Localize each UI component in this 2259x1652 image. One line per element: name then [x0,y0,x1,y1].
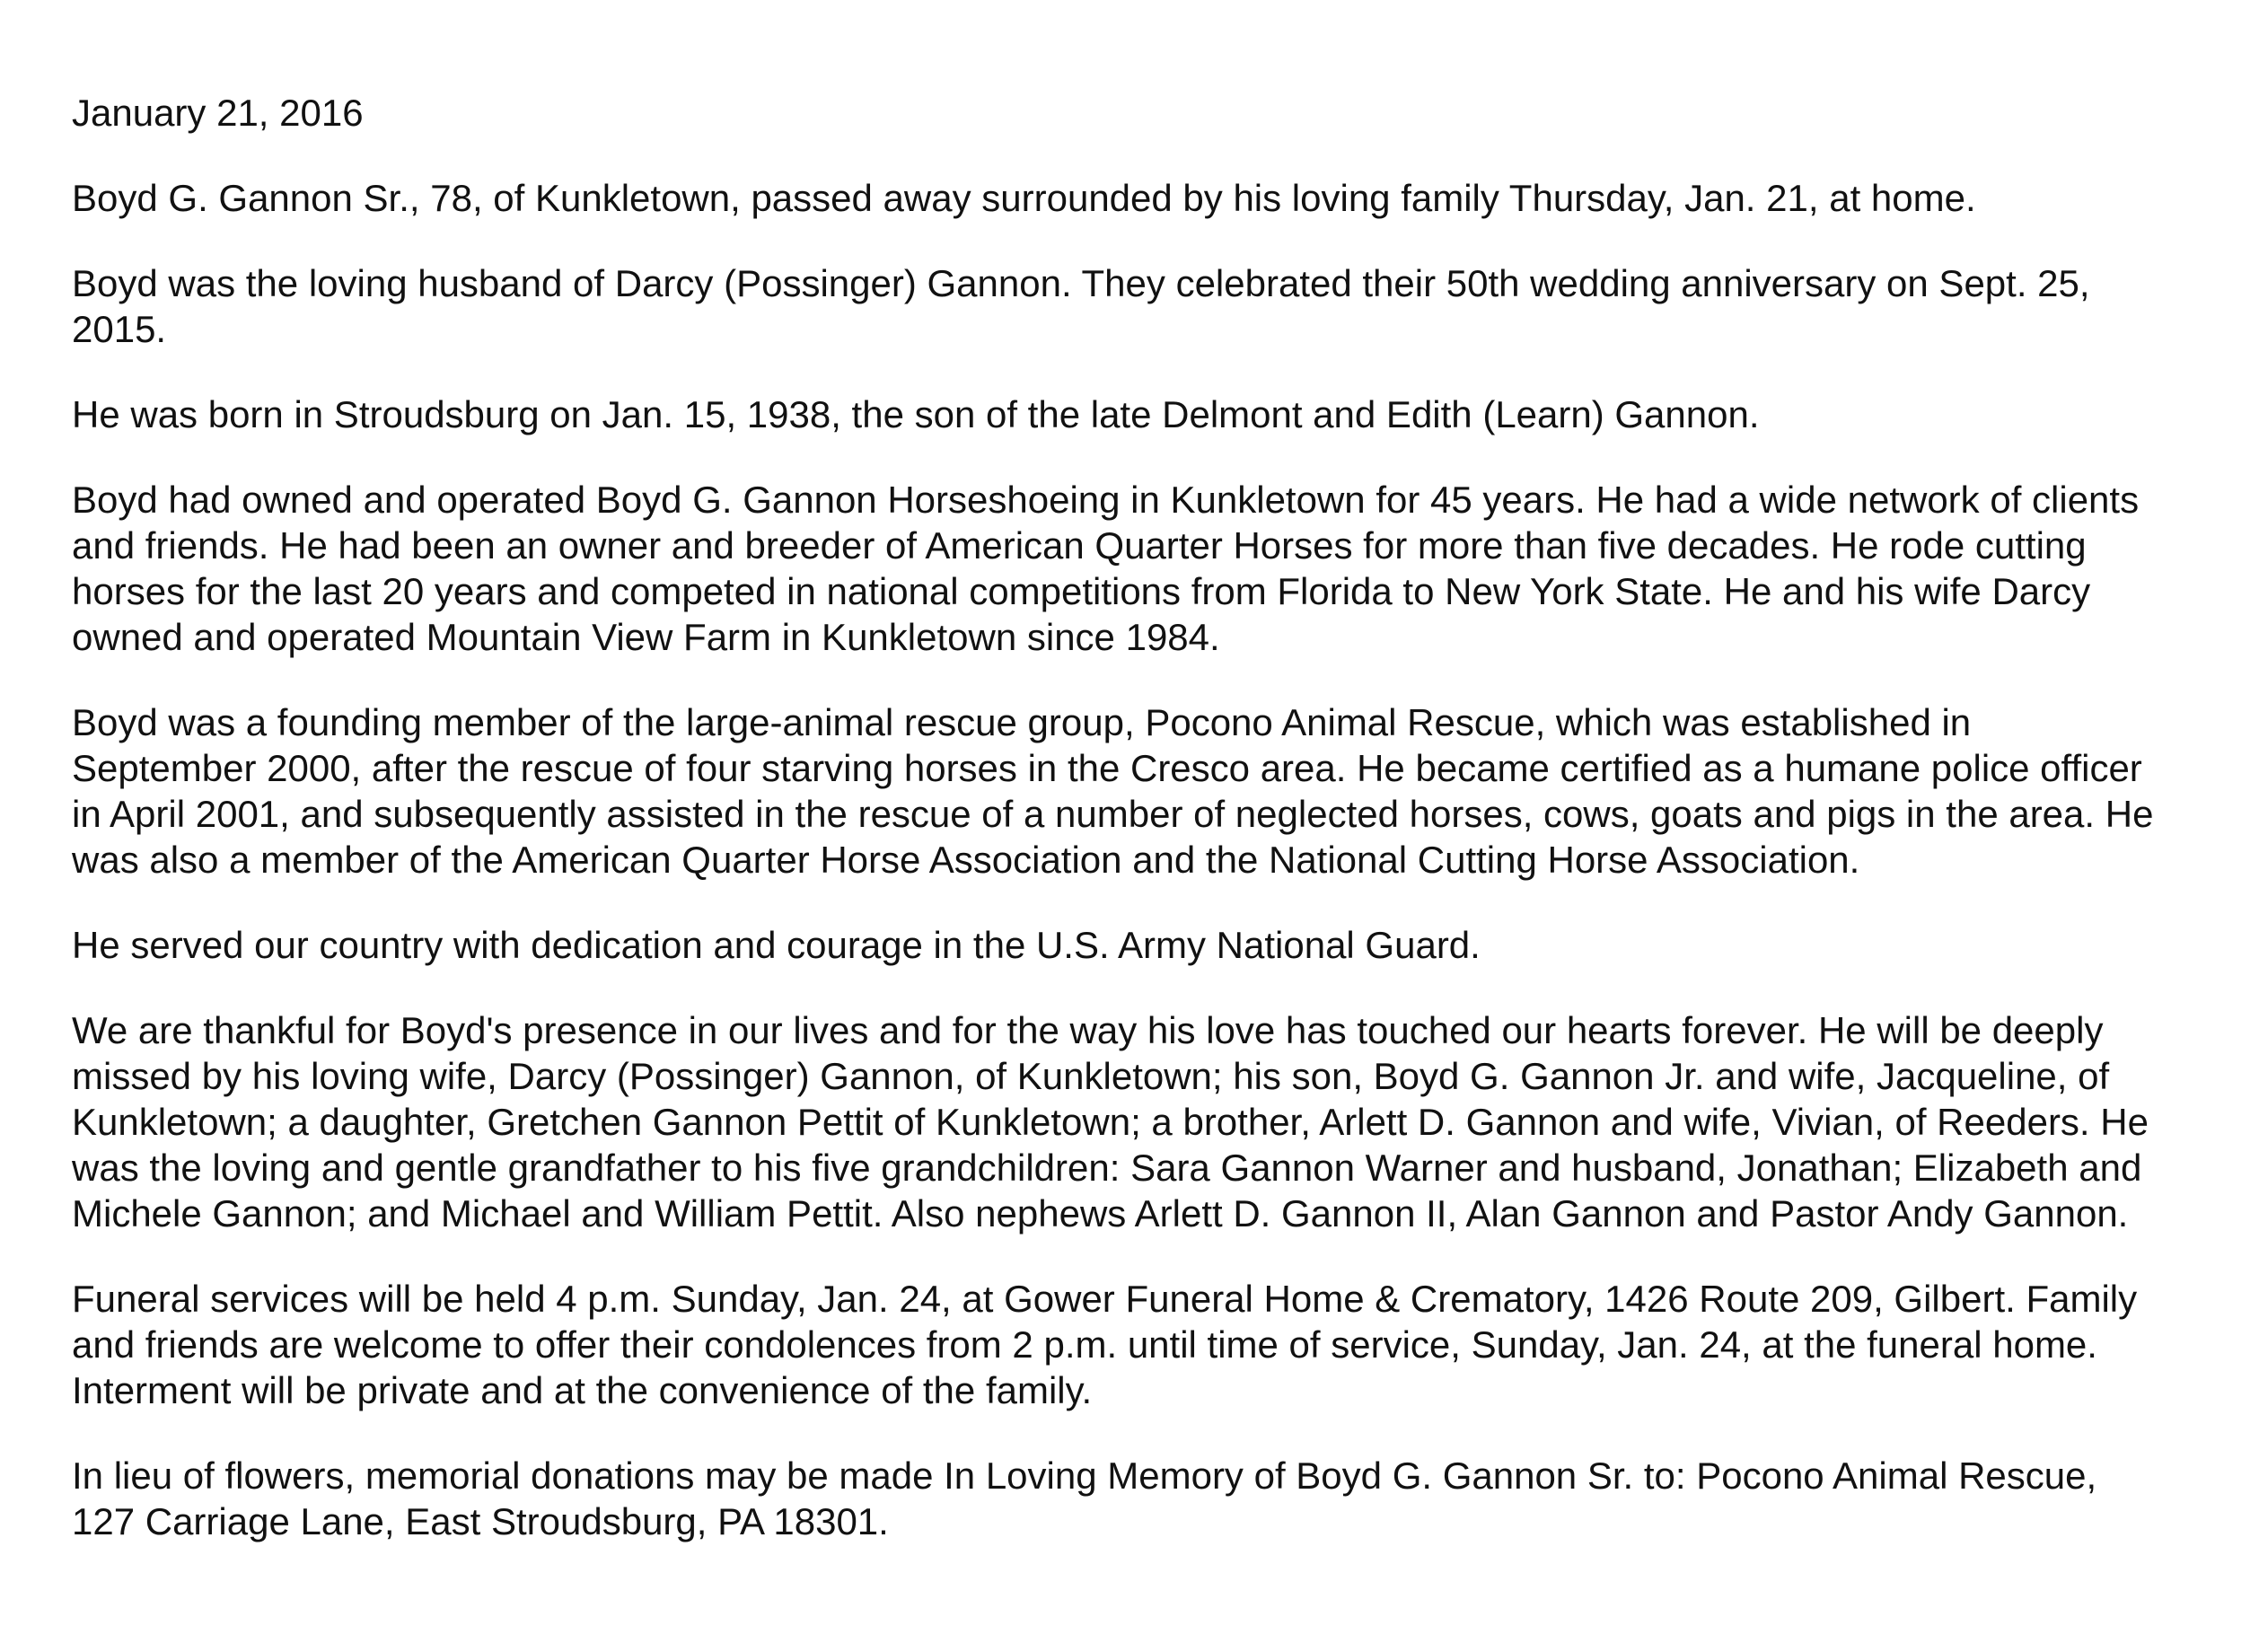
paragraph-service: He served our country with dedication and courage in the U.S. Army National Guard. [72,924,1481,966]
paragraph-rescue: Boyd was a founding member of the large-animal rescue group, Pocono Animal Rescue, which was established in September 2000, after the rescue of four starving horses in the Cresco area. He became certified as a humane police officer in April 2001, and subsequently assisted in the rescue of a number of neglected horses, cows, goats and pigs in the area. He was also a member of the American Quarter Horse Association and the National Cutting Horse Association. [72,701,2154,881]
paragraph-intro: Boyd G. Gannon Sr., 78, of Kunkletown, passed away surrounded by his loving family Thursday, Jan. 21, at home. [72,177,1976,219]
paragraph-birth: He was born in Stroudsburg on Jan. 15, 1938, the son of the late Delmont and Edith (Learn) Gannon. [72,393,1760,435]
paragraph-career: Boyd had owned and operated Boyd G. Gannon Horseshoeing in Kunkletown for 45 years. He had a wide network of clients and friends. He had been an owner and breeder of American Quarter Horses for more than five decades. He rode cutting horses for the last 20 years and competed in national competitions from Florida to New York State. He and his wife Darcy owned and operated Mountain View Farm in Kunkletown since 1984. [72,479,2140,658]
document-date: January 21, 2016 [72,92,364,134]
paragraph-funeral: Funeral services will be held 4 p.m. Sunday, Jan. 24, at Gower Funeral Home & Crematory, 1426 Route 209, Gilbert. Family and friends are welcome to offer their condolences from 2 p.m. until time of service, Sunday, Jan. 24, at the funeral home. Interment will be private and at the convenience of the family. [72,1278,2138,1411]
paragraph-spouse: Boyd was the loving husband of Darcy (Possinger) Gannon. They celebrated their 50th wedding anniversary on Sept. 25, 2015. [72,262,2090,350]
obituary-document [72,90,2164,1584]
paragraph-donations: In lieu of flowers, memorial donations may be made In Loving Memory of Boyd G. Gannon Sr. to: Pocono Animal Rescue, 127 Carriage Lane, East Stroudsburg, PA 18301. [72,1454,2097,1542]
paragraph-survivors: We are thankful for Boyd's presence in our lives and for the way his love has touched our hearts forever. He will be deeply missed by his loving wife, Darcy (Possinger) Gannon, of Kunkletown; his son, Boyd G. Gannon Jr. and wife, Jacqueline, of Kunkletown; a daughter, Gretchen Gannon Pettit of Kunkletown; a brother, Arlett D. Gannon and wife, Vivian, of Reeders. He was the loving and gentle grandfather to his five grandchildren: Sara Gannon Warner and husband, Jonathan; Elizabeth and Michele Gannon; and Michael and William Pettit. Also nephews Arlett D. Gannon II, Alan Gannon and Pastor Andy Gannon. [72,1009,2149,1235]
